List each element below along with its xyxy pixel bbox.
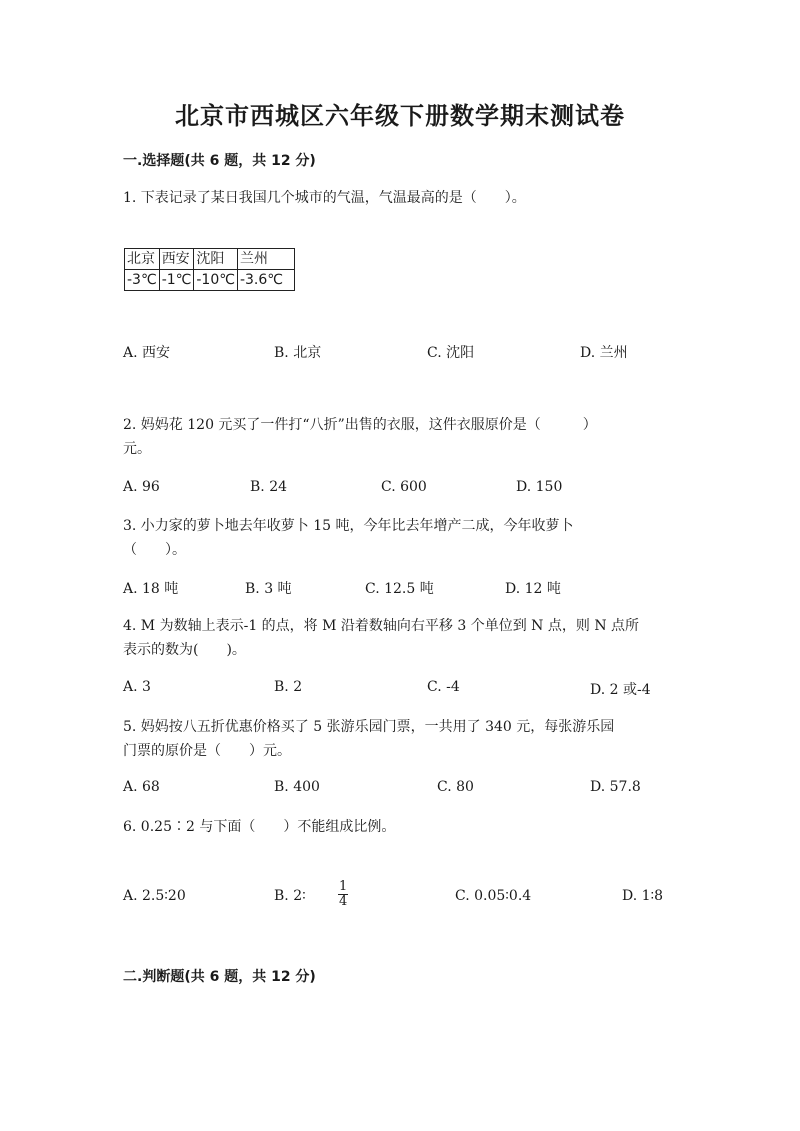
- q6-option-d[interactable]: D. 1∶8: [622, 888, 664, 904]
- q5-option-d[interactable]: D. 57.8: [590, 779, 641, 795]
- q2-option-c[interactable]: C. 600: [381, 479, 427, 495]
- table-cell-temp: -3.6℃: [237, 270, 294, 291]
- question-5-line-2: 门票的原价是（ ）元。: [123, 743, 291, 759]
- question-3-line-2: （ ）。: [123, 542, 186, 558]
- q6-option-b[interactable]: [274, 888, 306, 904]
- q3-option-c[interactable]: C. 12.5 吨: [365, 581, 434, 597]
- q3-option-d[interactable]: D. 12 吨: [505, 581, 561, 597]
- q2-option-b[interactable]: B. 24: [250, 479, 288, 495]
- question-4-line-2: 表示的数为( )。: [123, 642, 246, 658]
- q2-option-a[interactable]: A. 96: [123, 479, 160, 495]
- fraction-denominator: 4: [339, 894, 348, 909]
- q6-option-a[interactable]: A. 2.5∶20: [123, 888, 186, 904]
- section-heading-choice: 一.选择题(共 6 题，共 12 分): [123, 153, 316, 169]
- table-cell-temp: -10℃: [194, 270, 238, 291]
- fraction-one-quarter: [338, 880, 348, 909]
- q5-option-a[interactable]: A. 68: [123, 779, 160, 795]
- fraction-numerator: 1: [339, 879, 348, 894]
- section-heading-judgment: 二.判断题(共 6 题，共 12 分): [123, 969, 316, 985]
- q1-option-a[interactable]: A. 西安: [123, 345, 171, 361]
- q1-option-c[interactable]: C. 沈阳: [427, 345, 475, 361]
- question-2-line-2: 元。: [123, 441, 151, 457]
- q5-option-c[interactable]: C. 80: [437, 779, 474, 795]
- q1-option-d[interactable]: D. 兰州: [580, 345, 628, 361]
- q5-option-b[interactable]: B. 400: [274, 779, 320, 795]
- question-2-line-1: 2. 妈妈花 120 元买了一件打“八折”出售的衣服，这件衣服原价是（ ）: [123, 417, 597, 433]
- q4-option-b[interactable]: B. 2: [274, 679, 303, 695]
- temperature-table: [124, 248, 295, 291]
- table-row-temps: [125, 270, 295, 291]
- q3-option-a[interactable]: A. 18 吨: [123, 581, 179, 597]
- q2-option-d[interactable]: D. 150: [516, 479, 563, 495]
- q4-option-a[interactable]: A. 3: [123, 679, 151, 695]
- question-1-text: 1. 下表记录了某日我国几个城市的气温，气温最高的是（ ）。: [123, 190, 526, 206]
- q3-option-b[interactable]: B. 3 吨: [245, 581, 292, 597]
- q1-option-b[interactable]: B. 北京: [274, 345, 322, 361]
- table-cell-temp: -1℃: [159, 270, 194, 291]
- table-row-cities: [125, 249, 295, 270]
- q6-option-b-label: B. 2∶: [274, 888, 306, 904]
- q6-option-c[interactable]: C. 0.05∶0.4: [455, 888, 532, 904]
- table-cell-city: 兰州: [237, 249, 294, 270]
- table-cell-city: 西安: [159, 249, 194, 270]
- question-5-line-1: 5. 妈妈按八五折优惠价格买了 5 张游乐园门票，一共用了 340 元，每张游乐园: [123, 719, 615, 735]
- question-6-text: 6. 0.25∶2 与下面（ ）不能组成比例。: [123, 819, 396, 835]
- q4-option-c[interactable]: C. -4: [427, 679, 460, 695]
- page-title: 北京市西城区六年级下册数学期末测试卷: [175, 102, 625, 130]
- table-cell-city: 沈阳: [194, 249, 238, 270]
- question-4-line-1: 4. M 为数轴上表示-1 的点，将 M 沿着数轴向右平移 3 个单位到 N 点，则 N 点所: [123, 618, 640, 634]
- table-cell-temp: -3℃: [125, 270, 160, 291]
- q4-option-d[interactable]: D. 2 或-4: [590, 682, 651, 698]
- table-cell-city: 北京: [125, 249, 160, 270]
- question-3-line-1: 3. 小力家的萝卜地去年收萝卜 15 吨，今年比去年增产二成，今年收萝卜: [123, 518, 574, 534]
